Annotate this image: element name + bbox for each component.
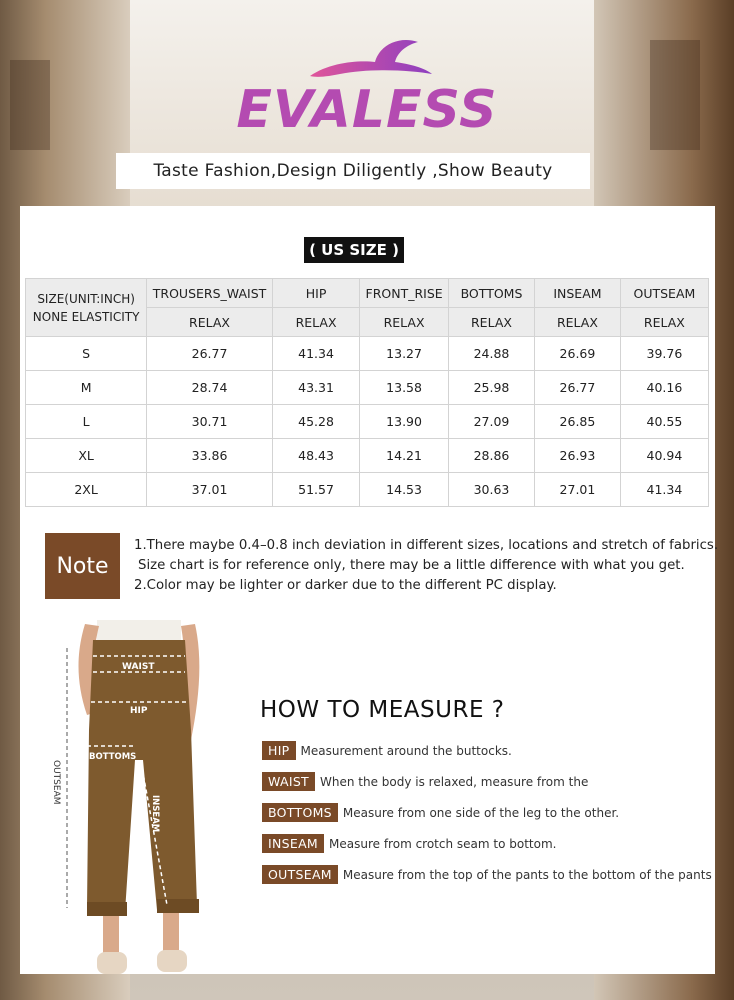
table-row bbox=[26, 473, 709, 507]
column-subheader: RELAX bbox=[535, 308, 621, 337]
column-header: HIP bbox=[272, 279, 359, 308]
left-sandal-shape bbox=[97, 952, 127, 974]
measure-item bbox=[262, 865, 712, 884]
measure-description: When the body is relaxed, measure from the bbox=[319, 774, 589, 789]
size-cell: M bbox=[26, 371, 147, 405]
note-badge: Note bbox=[45, 533, 120, 599]
column-header: INSEAM bbox=[535, 279, 621, 308]
measure-description: Measure from crotch seam to bottom. bbox=[329, 836, 557, 851]
table-cell: 41.34 bbox=[272, 337, 359, 371]
table-cell: 40.55 bbox=[620, 405, 708, 439]
table-cell: 26.77 bbox=[535, 371, 621, 405]
column-subheader: RELAX bbox=[620, 308, 708, 337]
table-cell: 30.63 bbox=[448, 473, 534, 507]
measure-tag: WAIST bbox=[262, 772, 315, 791]
table-cell: 24.88 bbox=[448, 337, 534, 371]
measure-item bbox=[262, 772, 588, 791]
column-header: OUTSEAM bbox=[620, 279, 708, 308]
measure-item bbox=[262, 803, 619, 822]
table-cell: 39.76 bbox=[620, 337, 708, 371]
measure-item bbox=[262, 834, 556, 853]
column-subheader: RELAX bbox=[360, 308, 449, 337]
waist-label: WAIST bbox=[122, 662, 155, 672]
column-subheader: RELAX bbox=[272, 308, 359, 337]
size-cell: XL bbox=[26, 439, 147, 473]
pants-model-illustration bbox=[45, 620, 225, 985]
measure-tag: OUTSEAM bbox=[262, 865, 338, 884]
table-cell: 26.93 bbox=[535, 439, 621, 473]
table-cell: 40.16 bbox=[620, 371, 708, 405]
table-row bbox=[26, 439, 709, 473]
table-row bbox=[26, 337, 709, 371]
right-sandal-shape bbox=[157, 950, 187, 972]
table-cell: 41.34 bbox=[620, 473, 708, 507]
table-cell: 33.86 bbox=[147, 439, 273, 473]
measure-description: Measure from one side of the leg to the other. bbox=[342, 805, 620, 820]
column-subheader: RELAX bbox=[448, 308, 534, 337]
column-header: TROUSERS_WAIST bbox=[147, 279, 273, 308]
right-cuff-shape bbox=[157, 899, 199, 913]
bottoms-label: BOTTOMS bbox=[89, 752, 137, 762]
size-region-badge: ( US SIZE ) bbox=[304, 237, 404, 263]
table-row bbox=[26, 371, 709, 405]
column-header: FRONT_RISE bbox=[360, 279, 449, 308]
table-cell: 14.21 bbox=[360, 439, 449, 473]
measure-tag: BOTTOMS bbox=[262, 803, 338, 822]
table-cell: 26.77 bbox=[147, 337, 273, 371]
table-cell: 27.01 bbox=[535, 473, 621, 507]
table-cell: 13.90 bbox=[360, 405, 449, 439]
table-header-row bbox=[26, 279, 709, 308]
table-cell: 45.28 bbox=[272, 405, 359, 439]
table-cell: 30.71 bbox=[147, 405, 273, 439]
left-cuff-shape bbox=[87, 902, 127, 916]
table-cell: 13.27 bbox=[360, 337, 449, 371]
measure-description: Measure from the top of the pants to the bottom of the pants bbox=[342, 867, 712, 882]
table-cell: 14.53 bbox=[360, 473, 449, 507]
table-cell: 43.31 bbox=[272, 371, 359, 405]
white-top-shape bbox=[97, 620, 181, 640]
table-cell: 28.74 bbox=[147, 371, 273, 405]
column-header: BOTTOMS bbox=[448, 279, 534, 308]
how-to-measure-title: HOW TO MEASURE ? bbox=[260, 697, 505, 723]
size-chart-table bbox=[25, 278, 709, 507]
measure-description: Measurement around the buttocks. bbox=[300, 743, 512, 758]
measure-tag: INSEAM bbox=[262, 834, 324, 853]
outseam-label: OUTSEAM bbox=[51, 760, 61, 805]
table-cell: 51.57 bbox=[272, 473, 359, 507]
table-corner-cell bbox=[26, 279, 147, 337]
table-cell: 40.94 bbox=[620, 439, 708, 473]
note-text bbox=[134, 536, 718, 596]
table-cell: 27.09 bbox=[448, 405, 534, 439]
measure-tag: HIP bbox=[262, 741, 296, 760]
table-cell: 26.85 bbox=[535, 405, 621, 439]
brand-logo: EVALESS bbox=[236, 80, 498, 140]
measure-item bbox=[262, 741, 512, 760]
column-subheader: RELAX bbox=[147, 308, 273, 337]
table-cell: 28.86 bbox=[448, 439, 534, 473]
table-row bbox=[26, 405, 709, 439]
elasticity-label: NONE ELASTICITY bbox=[32, 309, 140, 324]
size-cell: 2XL bbox=[26, 473, 147, 507]
table-cell: 13.58 bbox=[360, 371, 449, 405]
hat-logo-icon bbox=[300, 32, 440, 82]
table-cell: 25.98 bbox=[448, 371, 534, 405]
brand-tagline: Taste Fashion,Design Diligently ,Show Beauty bbox=[116, 153, 590, 189]
table-cell: 37.01 bbox=[147, 473, 273, 507]
size-cell: S bbox=[26, 337, 147, 371]
size-unit-label: SIZE(UNIT:INCH) bbox=[37, 291, 135, 306]
hip-label: HIP bbox=[130, 706, 148, 716]
inseam-label: INSEAM bbox=[150, 795, 160, 833]
pants-shape bbox=[87, 640, 197, 912]
table-cell: 48.43 bbox=[272, 439, 359, 473]
size-cell: L bbox=[26, 405, 147, 439]
table-cell: 26.69 bbox=[535, 337, 621, 371]
note-line: 2.Color may be lighter or darker due to the different PC display. bbox=[134, 578, 557, 593]
note-line: Size chart is for reference only, there may be a little difference with what you get. bbox=[138, 558, 685, 573]
note-line: 1.There maybe 0.4–0.8 inch deviation in different sizes, locations and stretch of fabrics. bbox=[134, 538, 719, 553]
